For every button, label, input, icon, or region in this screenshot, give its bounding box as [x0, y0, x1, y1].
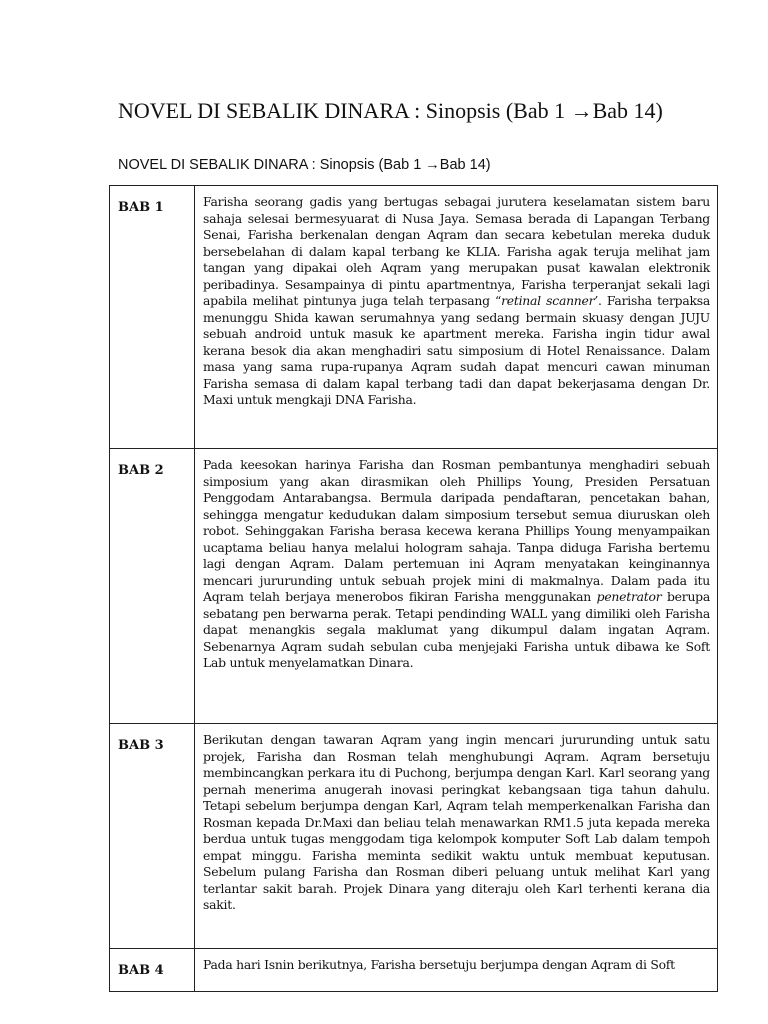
document-title: NOVEL DI SEBALIK DINARA : Sinopsis (Bab 1 →Bab 14): [118, 98, 663, 123]
document-subtitle: NOVEL DI SEBALIK DINARA : Sinopsis (Bab 1 →Bab 14): [118, 157, 491, 173]
table-row: [110, 449, 718, 724]
chapter-label: BAB 3: [110, 724, 195, 949]
chapter-synopsis: Pada hari Isnin berikutnya, Farisha bersetuju berjumpa dengan Aqram di Soft: [195, 949, 718, 992]
chapter-label: BAB 2: [110, 449, 195, 724]
synopsis-text: . Farisha terpaksa menunggu Shida kawan serumahnya yang sedang bermain skuasy dengan JUJU sebuah android untuk masuk ke apartment mereka. Farisha ingin tidur awal kerana besok dia akan menghadiri satu simposium di Hotel Renaissance. Dalam masa yang sama rupa-rupanya Aqram sudah dapat mencuri cawan minuman Farisha semasa di dalam kapal terbang tadi dan dapat bekerjasama dengan Dr. Maxi untuk mengkaji DNA Farisha.: [203, 293, 710, 407]
table-row: [110, 186, 718, 449]
synopsis-emphasis: penetrator: [596, 589, 662, 604]
chapter-label: BAB 4: [110, 949, 195, 992]
chapter-synopsis: [195, 449, 718, 724]
chapter-synopsis: Berikutan dengan tawaran Aqram yang ingin mencari jururunding untuk satu projek, Farisha dan Rosman telah menghubungi Aqram. Aqram bersetuju membincangkan perkara itu di Puchong, berjumpa dengan Karl. Karl seorang yang pernah menerima anugerah inovasi peringkat kebangsaan tiga tahun dahulu. Tetapi sebelum berjumpa dengan Karl, Aqram telah memperkenalkan Farisha dan Rosman kepada Dr.Maxi dan beliau telah menawarkan RM1.5 juta kepada mereka berdua untuk tugas menggodam tiga kelompok komputer Soft Lab dalam tempoh empat minggu. Farisha meminta sedikit waktu untuk membuat keputusan. Sebelum pulang Farisha dan Rosman diberi peluang untuk melihat Karl yang terlantar sakit barah. Projek Dinara yang diteraju oleh Karl terhenti kerana dia sakit.: [195, 724, 718, 949]
synopsis-text: Farisha seorang gadis yang bertugas sebagai jurutera keselamatan sistem baru sahaja selesai bermesyuarat di Nusa Jaya. Semasa berada di Lapangan Terbang Senai, Farisha berkenalan dengan Aqram dan secara kebetulan mereka duduk bersebelahan di dalam kapal terbang ke KLIA. Farisha agak teruja melihat jam tangan yang dipakai oleh Aqram yang merupakan pusat kawalan elektronik peribadinya. Sesampainya di pintu apartmentnya, Farisha terperanjat sekali lagi apabila melihat pintunya juga telah terpasang “: [203, 194, 710, 308]
chapter-label: BAB 1: [110, 186, 195, 449]
synopsis-emphasis: retinal scanner’: [501, 293, 598, 308]
chapter-synopsis: [195, 186, 718, 449]
synopsis-table: [109, 185, 718, 992]
table-row: [110, 949, 718, 992]
synopsis-text: Pada keesokan harinya Farisha dan Rosman pembantunya menghadiri sebuah simposium yang akan dirasmikan oleh Phillips Young, Presiden Persatuan Penggodam Antarabangsa. Bermula daripada pendaftaran, pencetakan bahan, sehingga mengatur kedudukan dalam simposium tersebut semua diuruskan oleh robot. Sehinggakan Farisha berasa kecewa kerana Phillips Young menyampaikan ucaptama beliau hanya melalui hologram sahaja. Tanpa diduga Farisha bertemu lagi dengan Aqram. Dalam pertemuan ini Aqram menyatakan keinginannya mencari jururunding untuk sebuah projek mini di makmalnya. Dalam pada itu Aqram telah berjaya menerobos fikiran Farisha menggunakan: [203, 457, 710, 604]
synopsis-text: berupa sebatang pen berwarna perak. Tetapi pendinding WALL yang dimiliki oleh Farisha dapat menangkis segala maklumat yang dikumpul dalam ingatan Aqram. Sebenarnya Aqram sudah sebulan cuba menjejaki Farisha untuk dibawa ke Soft Lab untuk menyelamatkan Dinara.: [203, 589, 710, 670]
table-row: [110, 724, 718, 949]
